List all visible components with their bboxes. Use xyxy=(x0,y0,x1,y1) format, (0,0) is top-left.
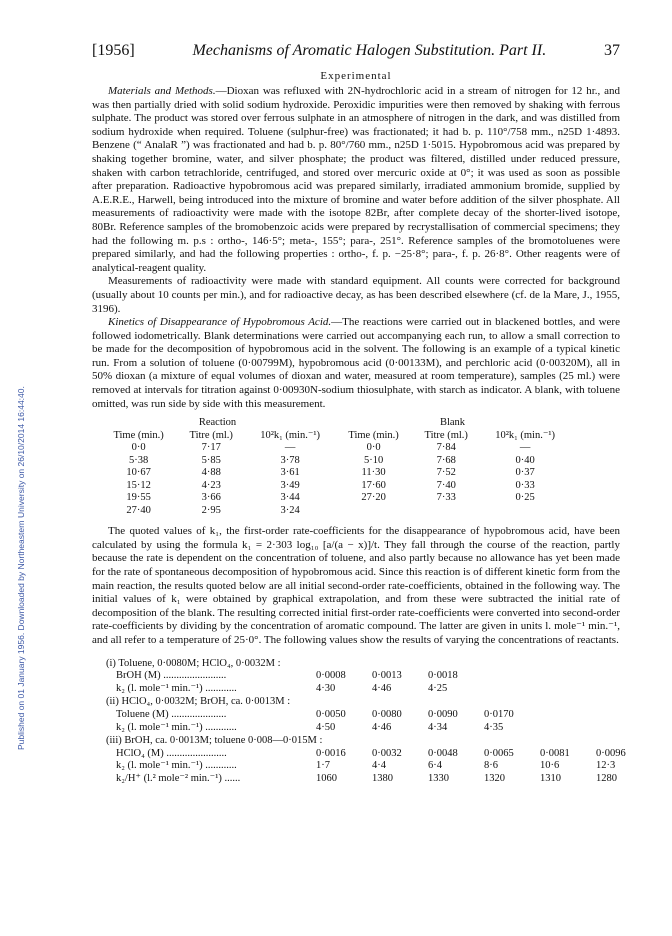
journal-page xyxy=(92,42,626,786)
table-cell: 0·0 xyxy=(366,442,381,454)
col-header: Titre (ml.) xyxy=(189,429,233,441)
reaction-group-heading: Reaction xyxy=(198,417,237,429)
condition-value: 1060 xyxy=(316,772,337,784)
condition-value: 10·6 xyxy=(540,760,560,772)
table-cell: 17·60 xyxy=(361,479,386,491)
page-number: 37 xyxy=(604,42,620,59)
condition-row xyxy=(106,709,620,722)
table-cell: — xyxy=(519,442,531,454)
table-cell: 7·68 xyxy=(436,454,456,466)
table-cell: 10·67 xyxy=(126,467,151,479)
rate-coefficient-paragraph: The quoted values of k₁, the first-order rate-coefficients for the disappearance of hypobromous acid, have been calculated by using the formula k₁ = 2·303 log₁₀ [a/(a − x)]/t. They fall through the course of the reaction, partly because the rate is dependent on the concentration of toluene, and also partly because no allowance has yet been made for the rate of spontaneous decomposition of hypobromous acid. Since this reaction is of different kinetic form from the main reaction, the results quoted below are all initial second-order rate-coefficients, obtained in the following way. The initial values of k₁ were obtained by graphical extrapolation, and from these were subtracted the initial rate of decomposition of the blank. The resulting corrected initial first-order rate-coefficients were converted into second-order rate-coefficients by dividing by the concentration of aromatic compound. The latter are given in units l. mole⁻¹ min.⁻¹, and all refer to a temperature of 25·0°. The following values show the results of varying the concentrations of reactants. xyxy=(92,525,620,646)
condition-label: k₂/H⁺ (l.² mole⁻² min.⁻¹) ...... xyxy=(116,772,241,784)
table-row xyxy=(100,480,570,493)
condition-value: 4·46 xyxy=(372,721,392,733)
table-cell: 27·40 xyxy=(126,504,151,516)
table-cell: 4·23 xyxy=(201,479,221,491)
table-row xyxy=(100,442,570,455)
condition-value: 1310 xyxy=(540,772,561,784)
condition-label: k₂ (l. mole⁻¹ min.⁻¹) ............ xyxy=(116,721,237,733)
table-cell: 5·85 xyxy=(201,454,221,466)
running-header xyxy=(92,42,620,60)
condition-row xyxy=(106,747,626,761)
condition-value: 4·25 xyxy=(428,682,448,694)
condition-label: k₂ (l. mole⁻¹ min.⁻¹) ............ xyxy=(116,760,237,772)
table-cell: 3·66 xyxy=(201,492,221,504)
condition-value: 0·0096 xyxy=(596,747,626,759)
condition-value: 0·0013 xyxy=(372,670,402,682)
download-watermark-text: Published on 01 January 1956. Downloaded by Northeastern University on 26/10/2014 16:44:40. xyxy=(16,386,26,750)
condition-value: 4·30 xyxy=(316,682,336,694)
table-cell: 7·52 xyxy=(436,467,456,479)
blank-group-heading: Blank xyxy=(439,417,466,429)
radioactivity-paragraph: Measurements of radioactivity were made with standard equipment. All counts were corrected for background (usually about 10 counts per min.), and for radioactive decay, as has been described elsewhere (cf. de la Mare, J., 1955, 3196). xyxy=(92,275,620,315)
materials-lead: Materials and Methods. xyxy=(108,85,216,97)
header-year: [1956] xyxy=(92,42,135,59)
condition-value: 0·0170 xyxy=(484,708,514,720)
condition-value: 0·0065 xyxy=(484,747,514,759)
condition-value: 4·46 xyxy=(372,682,392,694)
condition-row xyxy=(106,683,620,696)
condition-value: 0·0048 xyxy=(428,747,458,759)
condition-value: 1280 xyxy=(596,772,617,784)
table-cell: 0·25 xyxy=(515,492,535,504)
header-title: Mechanisms of Aromatic Halogen Substitution. Part II. xyxy=(192,42,547,59)
condition-row xyxy=(106,760,620,773)
table-cell: 7·84 xyxy=(436,442,456,454)
materials-paragraph xyxy=(92,85,620,275)
condition-value: 1320 xyxy=(484,772,505,784)
kinetics-lead: Kinetics of Disappearance of Hypobromous Acid. xyxy=(108,316,332,329)
table-cell: 27·20 xyxy=(361,492,386,504)
table-cell: 15·12 xyxy=(126,479,151,491)
table-cell: — xyxy=(284,442,296,454)
condition-value: 0·0018 xyxy=(428,670,458,682)
condition-value: 0·0090 xyxy=(428,708,458,720)
condition-value: 1330 xyxy=(428,772,449,784)
table-cell xyxy=(412,505,480,518)
condition-value: 12·3 xyxy=(596,760,616,772)
kinetics-text: —The reactions were carried out in blackened bottles, and were followed iodometrically. Blank determinations were carried out accompanying each run, to allow a small correction to be made for the decomposition of hypobromous acid in the solvent. The following is an example of a typical kinetic run. From a solution of toluene (0·00799M), hypobromous acid (0·00133M), and perchloric acid (0·00320M), all in 50% dioxan (a mixture of equal volumes of dioxan and water, measured at room temperature), samples (25 ml.) were removed at intervals for titration against 0·00930N-sodium thiosulphate, with starch as indicator. A blank, with toluene omitted, was run side by side with this measurement. xyxy=(92,316,620,410)
table-cell xyxy=(480,505,570,518)
table-cell: 3·44 xyxy=(280,492,300,504)
table-cell: 3·24 xyxy=(280,504,300,516)
condition-heading: (iii) BrOH, ca. 0·0013M; toluene 0·008—0·015M : xyxy=(106,735,323,747)
condition-value: 4·34 xyxy=(428,721,448,733)
condition-value: 0·0050 xyxy=(316,708,346,720)
table-row xyxy=(100,505,570,518)
condition-value: 0·0008 xyxy=(316,670,346,682)
table-body xyxy=(100,442,570,517)
condition-label: BrOH (M) ........................ xyxy=(116,670,227,682)
condition-value: 8·6 xyxy=(484,760,498,772)
concentration-results xyxy=(106,657,626,786)
condition-value: 0·0016 xyxy=(316,747,346,759)
condition-label: k₂ (l. mole⁻¹ min.⁻¹) ............ xyxy=(116,682,237,694)
table-cell: 7·17 xyxy=(201,442,221,454)
table-cell: 4·88 xyxy=(201,467,221,479)
kinetic-run-table xyxy=(100,417,570,517)
table-cell: 0·40 xyxy=(515,454,535,466)
col-header: 10²k₁ (min.⁻¹) xyxy=(260,429,321,441)
col-header: Time (min.) xyxy=(113,429,164,441)
condition-row xyxy=(106,773,620,786)
table-cell: 0·33 xyxy=(515,479,535,491)
table-cell xyxy=(335,505,412,518)
table-cell: 19·55 xyxy=(126,492,151,504)
materials-text: —Dioxan was refluxed with 2N-hydrochloric acid in a stream of nitrogen for 12 hr., and was then partially dried with solid sodium hydroxide. Peroxidic impurities were then removed by shaking with ferrous sulphate. The product was stored over ferrous sulphate in an atmosphere of nitrogen in the dark, and was distilled from sodium hydroxide when required. Toluene (sulphur-free) was fractionated; it had b. p. 110°/758 mm., n25D 1·4893. Benzene (“ AnalaR ”) was fractionated and had b. p. 80°/760 mm., n25D 1·5015. Hypobromous acid was prepared by shaking together bromine, water, and silver phosphate; the product was filtered, distilled under reduced pressure, shaken with carbon tetrachloride, centrifuged, and stored over mercuric oxide at 0°; it was used as soon as possible after preparation. Radioactive hypobromous acid was prepared similarly, irradiated ammonium bromide, supplied by A.E.R.E., Harwell, being introduced into the mixture of bromine and water before addition of the silver phosphate. All measurements of radioactivity were made with the isotope 82Br, after complete decay of the shorter-lived isotope, 80Br. Reference samples of the bromobenzoic acids were prepared by recrystallisation of commercial specimens; they had the following m. p.s : ortho-, 146·5°; meta-, 155°; para-, 251°. Reference samples of the bromotoluenes were prepared similarly, and had the following properties : ortho-, f. p. −25·8°; para-, f. p. 26·8°. Other reagents were of analytical-reagent quality. xyxy=(92,85,620,274)
table-cell: 11·30 xyxy=(361,467,386,479)
table-row xyxy=(100,492,570,505)
table-cell: 3·49 xyxy=(280,479,300,491)
condition-heading: (ii) HClO₄, 0·0032M; BrOH, ca. 0·0013M : xyxy=(106,696,291,708)
condition-value: 0·0032 xyxy=(372,747,402,759)
table-cell: 3·78 xyxy=(280,454,300,466)
condition-value: 0·0080 xyxy=(372,708,402,720)
col-header: 10²k₁ (min.⁻¹) xyxy=(495,429,556,441)
table-cell: 5·38 xyxy=(129,454,149,466)
condition-row xyxy=(106,670,620,683)
condition-value: 1380 xyxy=(372,772,393,784)
condition-label: Toluene (M) ..................... xyxy=(116,708,227,720)
condition-value: 4·50 xyxy=(316,721,336,733)
col-header: Time (min.) xyxy=(348,429,399,441)
table-cell: 7·40 xyxy=(436,479,456,491)
condition-label: HClO₄ (M) ....................... xyxy=(116,747,227,759)
table-row xyxy=(100,467,570,480)
condition-value: 4·35 xyxy=(484,721,504,733)
table-cell: 0·37 xyxy=(515,467,535,479)
table-cell: 5·10 xyxy=(363,454,384,466)
condition-heading: (i) Toluene, 0·0080M; HClO₄, 0·0032M : xyxy=(106,657,281,669)
condition-value: 0·0081 xyxy=(540,747,570,759)
condition-row xyxy=(106,722,620,735)
table-cell: 7·33 xyxy=(436,492,456,504)
kinetics-paragraph xyxy=(92,316,620,411)
section-title: Experimental xyxy=(320,70,392,82)
table-row xyxy=(100,455,570,468)
condition-value: 1·7 xyxy=(316,760,330,772)
table-cell: 3·61 xyxy=(280,467,300,479)
condition-value: 4·4 xyxy=(372,760,386,772)
table-cell: 0·0 xyxy=(131,442,146,454)
table-cell: 2·95 xyxy=(201,504,221,516)
table-header-row xyxy=(100,430,570,443)
col-header: Titre (ml.) xyxy=(424,429,468,441)
condition-value: 6·4 xyxy=(428,760,442,772)
download-watermark xyxy=(6,190,26,750)
